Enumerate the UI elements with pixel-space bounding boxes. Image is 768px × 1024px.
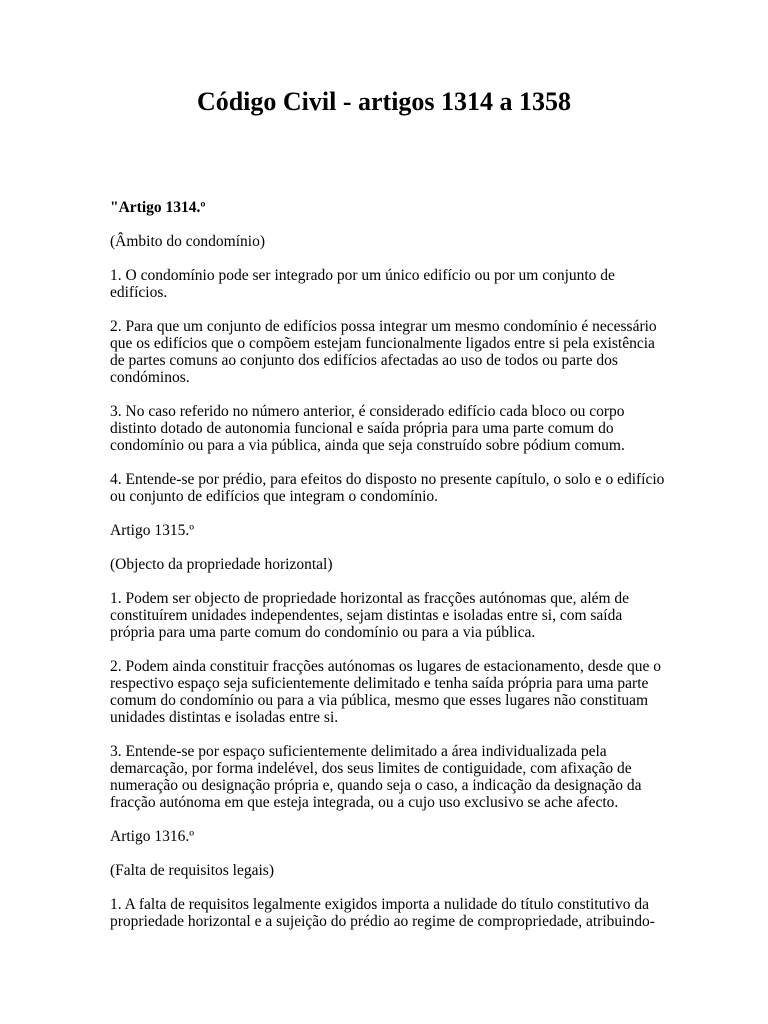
paragraph: Artigo 1316.º bbox=[110, 828, 195, 845]
paragraph: 1. A falta de requisitos legalmente exigidos importa a nulidade do título constitutivo da propriedade horizontal e a sujeição do prédio ao regime de compropriedade, atribuindo- bbox=[110, 896, 655, 930]
paragraph: 2. Podem ainda constituir fracções autónomas os lugares de estacionamento, desde que o respectivo espaço seja suficientemente delimitado e tenha saída própria para uma parte comum do condomínio ou para a via pública, mesmo que esses lugares não constituam unidades distintas e isoladas entre si. bbox=[110, 658, 661, 726]
paragraph: (Falta de requisitos legais) bbox=[110, 862, 274, 879]
paragraph: 1. Podem ser objecto de propriedade horizontal as fracções autónomas que, além de constituírem unidades independentes, sejam distintas e isoladas entre si, com saída própria para uma parte comum do condomínio ou para a via pública. bbox=[110, 590, 630, 641]
paragraph: 1. O condomínio pode ser integrado por um único edifício ou por um conjunto de edifícios. bbox=[110, 267, 615, 301]
paragraph: 3. No caso referido no número anterior, é considerado edifício cada bloco ou corpo distinto dotado de autonomia funcional e saída própria para uma parte comum do condomínio ou para a via pública, ainda que seja construído sobre pódium comum. bbox=[110, 403, 625, 454]
paragraph: 3. Entende-se por espaço suficientemente delimitado a área individualizada pela demarcação, por forma indelével, dos seus limites de contiguidade, com afixação de numeração ou designação própria e, quando seja o caso, a indicação da designação da fracção autónoma em que esteja integrada, ou a cujo uso exclusivo se ache afecto. bbox=[110, 743, 642, 811]
paragraph: 2. Para que um conjunto de edifícios possa integrar um mesmo condomínio é necessário que os edifícios que o compõem estejam funcionalmente ligados entre si pela existência de partes comuns ao conjunto dos edifícios afectadas ao uso de todos ou parte dos condóminos. bbox=[110, 318, 657, 386]
document-body bbox=[110, 199, 670, 947]
paragraph: Artigo 1315.º bbox=[110, 522, 195, 539]
page-title: Código Civil - artigos 1314 a 1358 bbox=[196, 87, 572, 116]
paragraph: "Artigo 1314.º bbox=[110, 199, 206, 216]
paragraph: (Âmbito do condomínio) bbox=[110, 233, 265, 250]
paragraph: (Objecto da propriedade horizontal) bbox=[110, 556, 333, 573]
paragraph: 4. Entende-se por prédio, para efeitos do disposto no presente capítulo, o solo e o edifício ou conjunto de edifícios que integram o condomínio. bbox=[110, 471, 665, 505]
